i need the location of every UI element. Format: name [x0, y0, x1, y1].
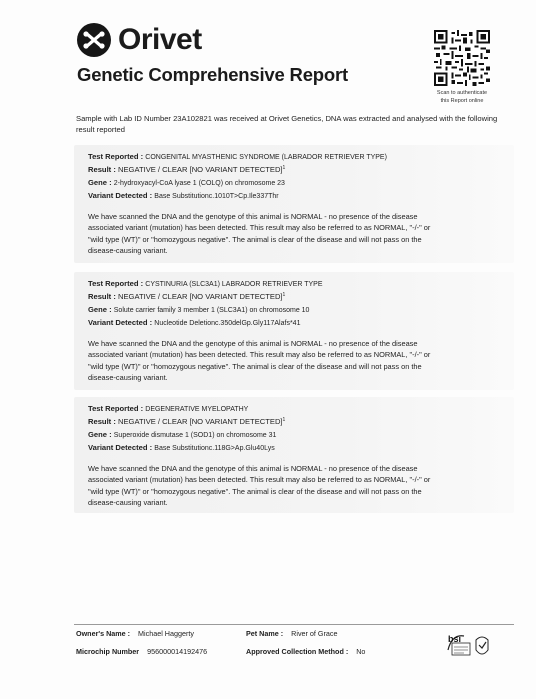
- intro-text: Sample with Lab ID Number 23A102821 was received at Orivet Genetics, DNA was extracted and analysed with the following result reported: [76, 114, 498, 134]
- pet-name-label: Pet Name :: [246, 629, 284, 638]
- result-label: Result :: [88, 165, 116, 174]
- test-result-panel: [74, 272, 514, 390]
- gene-label: Gene :: [88, 430, 112, 439]
- result-explanation: [88, 463, 500, 509]
- microchip-row: [76, 647, 207, 656]
- test-reported-value: CONGENITAL MYASTHENIC SYNDROME (LABRADOR RETRIEVER TYPE): [145, 154, 387, 161]
- bsi-certification-icon: [446, 628, 496, 660]
- variant-value: Base Substitutionc.1010T>Cp.Ile337Thr: [154, 193, 279, 200]
- variant-row: [88, 191, 279, 200]
- gene-value: Superoxide dismutase 1 (SOD1) on chromosome 31: [113, 432, 277, 439]
- test-reported-row: [88, 152, 387, 161]
- test-reported-row: [88, 279, 323, 288]
- brand-name: Orivet: [118, 23, 202, 56]
- result-value: NEGATIVE / CLEAR [NO VARIANT DETECTED]: [117, 292, 283, 301]
- test-reported-value: CYSTINURIA (SLC3A1) LABRADOR RETRIEVER TYPE: [145, 281, 323, 288]
- test-reported-label: Test Reported :: [88, 279, 144, 288]
- test-reported-label: Test Reported :: [88, 152, 144, 161]
- gene-row: [88, 305, 309, 314]
- explanation-line: We have scanned the DNA and the genotype of this animal is NORMAL - no presence of the disease: [88, 464, 418, 473]
- variant-label: Variant Detected :: [88, 318, 153, 327]
- result-value: NEGATIVE / CLEAR [NO VARIANT DETECTED]: [117, 417, 283, 426]
- report-title: Genetic Comprehensive Report: [77, 64, 348, 85]
- variant-label: Variant Detected :: [88, 191, 153, 200]
- test-reported-label: Test Reported :: [88, 404, 144, 413]
- explanation-line: We have scanned the DNA and the genotype of this animal is NORMAL - no presence of the disease: [88, 212, 418, 221]
- gene-label: Gene :: [88, 305, 112, 314]
- variant-row: [88, 443, 275, 452]
- footnote-marker: 1: [282, 417, 286, 423]
- owner-name-value: Michael Haggerty: [138, 629, 194, 638]
- variant-value: Base Substitutionc.118G>Ap.Glu40Lys: [154, 445, 275, 452]
- qr-caption: [420, 89, 504, 105]
- result-label: Result :: [88, 417, 116, 426]
- orivet-logo: [76, 22, 202, 58]
- variant-label: Variant Detected :: [88, 443, 153, 452]
- explanation-line: "wild type (WT)" or "homozygous negative". The animal is clear of the disease and will not pass on the: [88, 361, 422, 371]
- gene-value: Solute carrier family 3 member 1 (SLC3A1) on chromosome 10: [113, 307, 310, 314]
- gene-row: [88, 430, 276, 439]
- collection-method-label: Approved Collection Method :: [246, 647, 349, 656]
- explanation-line: We have scanned the DNA and the genotype of this animal is NORMAL - no presence of the disease: [88, 339, 418, 348]
- explanation-line: "wild type (WT)" or "homozygous negative". The animal is clear of the disease and will not pass on the: [88, 486, 422, 496]
- result-value: NEGATIVE / CLEAR [NO VARIANT DETECTED]: [117, 165, 283, 174]
- owner-name-row: [76, 629, 194, 638]
- explanation-line: "wild type (WT)" or "homozygous negative". The animal is clear of the disease and will not pass on the: [88, 234, 422, 244]
- test-result-panel: [74, 397, 514, 513]
- result-row: [88, 292, 285, 301]
- test-reported-value: DEGENERATIVE MYELOPATHY: [145, 406, 249, 413]
- qr-code-icon[interactable]: [434, 30, 490, 86]
- footer-divider: [74, 624, 514, 625]
- footnote-marker: 1: [282, 292, 286, 298]
- pet-name-row: [246, 629, 338, 638]
- pet-name-value: River of Grace: [291, 629, 338, 638]
- gene-label: Gene :: [88, 178, 112, 187]
- qr-caption-line-1: Scan to authenticate: [436, 90, 488, 96]
- qr-caption-line-2: this Report online: [440, 98, 484, 104]
- variant-row: [88, 318, 300, 327]
- explanation-line: disease-causing variant.: [88, 373, 168, 383]
- footnote-marker: 1: [282, 165, 286, 171]
- result-explanation: [88, 211, 500, 257]
- explanation-line: associated variant (mutation) has been detected. This result may also be referred to as NORMAL, "-/-" or: [88, 223, 431, 233]
- collection-method-row: [246, 647, 365, 656]
- result-explanation: [88, 338, 500, 384]
- microchip-label: Microchip Number: [76, 647, 140, 656]
- test-result-panel: [74, 145, 514, 263]
- owner-name-label: Owner's Name :: [76, 629, 131, 638]
- microchip-value: 956000014192476: [147, 647, 208, 656]
- collection-method-value: No: [356, 647, 366, 656]
- gene-value: 2-hydroxyacyl-CoA lyase 1 (COLQ) on chromosome 23: [113, 180, 285, 187]
- orivet-logo-icon: [76, 22, 112, 58]
- explanation-line: disease-causing variant.: [88, 246, 168, 256]
- bsi-wordmark: bsi: [448, 634, 462, 644]
- explanation-line: disease-causing variant.: [88, 498, 168, 508]
- explanation-line: associated variant (mutation) has been detected. This result may also be referred to as NORMAL, "-/-" or: [88, 350, 431, 360]
- variant-value: Nucleotide Deletionc.350delGp.Gly117Alafs*41: [154, 320, 301, 327]
- test-reported-row: [88, 404, 248, 413]
- gene-row: [88, 178, 285, 187]
- result-row: [88, 417, 285, 426]
- result-label: Result :: [88, 292, 116, 301]
- result-row: [88, 165, 285, 174]
- explanation-line: associated variant (mutation) has been detected. This result may also be referred to as NORMAL, "-/-" or: [88, 475, 431, 485]
